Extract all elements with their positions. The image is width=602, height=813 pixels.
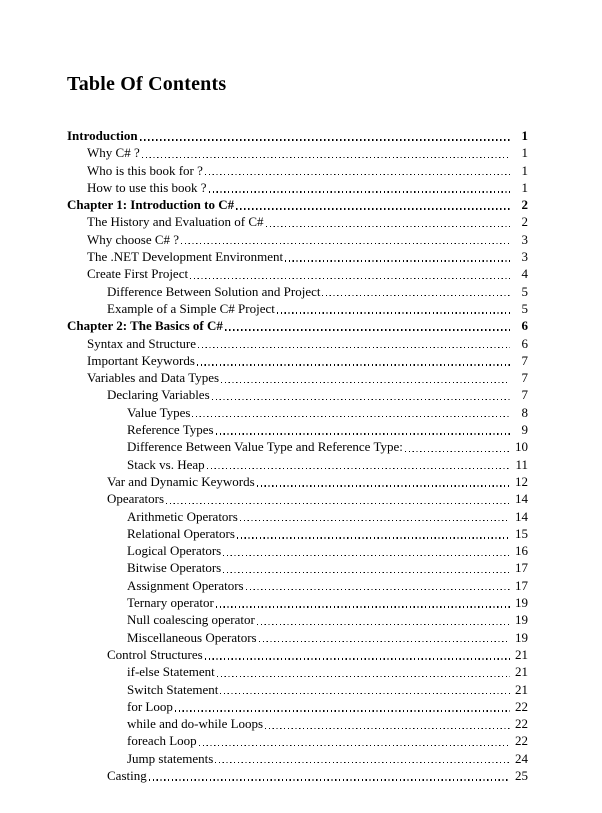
toc-entry-label: Declaring Variables	[107, 387, 210, 403]
toc-leader-dots	[142, 157, 510, 158]
toc-entry	[67, 127, 528, 144]
toc-entry-label: Relational Operators	[127, 525, 235, 541]
toc-entry	[67, 611, 528, 628]
toc-entry-label: Bitwise Operators	[127, 560, 222, 576]
toc-entry-page-number: 9	[521, 422, 528, 438]
toc-leader-dots	[140, 139, 510, 141]
toc-entry-page-number: 1	[521, 179, 528, 195]
toc-entry-label: Why choose C# ?	[87, 231, 180, 247]
toc-entry-page-number: 10	[515, 439, 528, 455]
toc-entry-page-number: 2	[521, 197, 528, 213]
toc-leader-dots	[212, 399, 510, 400]
toc-entry-label: Stack vs. Heap	[127, 456, 205, 472]
toc-entry	[67, 732, 528, 749]
toc-entry-label: Chapter 1: Introduction to C#	[67, 197, 235, 213]
toc-leader-dots	[220, 693, 510, 694]
toc-entry	[67, 144, 528, 161]
toc-entry-label: Opearators	[107, 491, 165, 507]
toc-entry	[67, 681, 528, 698]
toc-entry	[67, 179, 528, 196]
toc-entry-label: Logical Operators	[127, 543, 222, 559]
toc-leader-dots	[240, 520, 510, 521]
toc-entry-page-number: 14	[515, 508, 528, 524]
toc-entry-page-number: 21	[515, 681, 528, 697]
toc-leader-dots	[285, 260, 510, 261]
toc-entry	[67, 508, 528, 525]
toc-leader-dots	[166, 503, 510, 504]
toc-entry-page-number: 4	[521, 266, 528, 282]
toc-entry	[67, 404, 528, 421]
toc-entry-label: foreach Loop	[127, 733, 197, 749]
toc-entry-page-number: 11	[515, 456, 528, 472]
toc-leader-dots	[207, 468, 510, 469]
toc-leader-dots	[259, 641, 510, 642]
toc-leader-dots	[197, 364, 510, 365]
toc-leader-dots	[405, 451, 510, 452]
toc-leader-dots	[215, 762, 510, 763]
toc-entry-page-number: 7	[521, 370, 528, 386]
toc-entry-page-number: 25	[515, 767, 528, 783]
toc-entry-label: How to use this book ?	[87, 179, 207, 195]
toc-entry-label: for Loop	[127, 698, 173, 714]
toc-entry-label: Example of a Simple C# Project	[107, 300, 275, 316]
toc-entry-page-number: 3	[521, 231, 528, 247]
toc-entry	[67, 196, 528, 213]
toc-entry	[67, 386, 528, 403]
toc-entry	[67, 162, 528, 179]
toc-entry-label: Miscellaneous Operators	[127, 629, 257, 645]
toc-leader-dots	[322, 295, 510, 296]
toc-entry	[67, 421, 528, 438]
toc-entry	[67, 542, 528, 559]
toc-entry	[67, 265, 528, 282]
toc-entry-page-number: 7	[521, 352, 528, 368]
toc-entry-label: Variables and Data Types	[87, 370, 220, 386]
toc-entry	[67, 767, 528, 784]
toc-entry-label: while and do-while Loops	[127, 716, 264, 732]
toc-leader-dots	[216, 433, 510, 434]
toc-entry	[67, 213, 528, 230]
toc-entry-page-number: 19	[515, 612, 528, 628]
toc-entry	[67, 559, 528, 576]
toc-leader-dots	[192, 416, 510, 417]
toc-entry	[67, 629, 528, 646]
toc-entry-label: Jump statements	[127, 750, 214, 766]
toc-entry-page-number: 17	[515, 560, 528, 576]
toc-leader-dots	[198, 347, 510, 348]
toc-entry-page-number: 5	[521, 300, 528, 316]
toc-entry-label: Syntax and Structure	[87, 335, 197, 351]
toc-entry	[67, 490, 528, 507]
toc-leader-dots	[266, 226, 510, 227]
toc-entry	[67, 369, 528, 386]
toc-entry-page-number: 19	[515, 629, 528, 645]
toc-entry	[67, 438, 528, 455]
toc-leader-dots	[199, 745, 510, 746]
toc-entry	[67, 352, 528, 369]
toc-entry-page-number: 1	[521, 128, 528, 143]
toc-entry-page-number: 24	[515, 750, 528, 766]
toc-leader-dots	[205, 174, 510, 175]
toc-entry-page-number: 17	[515, 577, 528, 593]
toc-entry-page-number: 7	[521, 387, 528, 403]
toc-leader-dots	[190, 278, 510, 279]
toc-entry-page-number: 3	[521, 249, 528, 265]
toc-entry-label: The History and Evaluation of C#	[87, 214, 264, 230]
toc-entry-label: if-else Statement	[127, 664, 215, 680]
toc-entry-label: Create First Project	[87, 266, 189, 282]
toc-leader-dots	[181, 243, 510, 244]
toc-leader-dots	[149, 779, 510, 780]
toc-entry-page-number: 22	[515, 698, 528, 714]
toc-entry-page-number: 2	[521, 214, 528, 230]
toc-entry	[67, 698, 528, 715]
toc-leader-dots	[225, 329, 510, 331]
toc-entry	[67, 750, 528, 767]
toc-leader-dots	[257, 624, 510, 625]
toc-entry-page-number: 15	[515, 525, 528, 541]
toc-entry-label: Why C# ?	[87, 145, 140, 161]
toc-entry	[67, 594, 528, 611]
toc-entry	[67, 577, 528, 594]
toc-leader-dots	[175, 710, 510, 711]
toc-entry	[67, 283, 528, 300]
toc-entry-label: Chapter 2: The Basics of C#	[67, 318, 223, 334]
toc-entry	[67, 663, 528, 680]
toc-entry-label: Difference Between Value Type and Reference Type:	[127, 439, 403, 455]
toc-entry	[67, 317, 528, 334]
toc-entry	[67, 646, 528, 663]
toc-leader-dots	[237, 537, 510, 538]
toc-entry-label: Arithmetic Operators	[127, 508, 238, 524]
toc-leader-dots	[217, 676, 510, 677]
toc-entry	[67, 248, 528, 265]
toc-entry-label: Introduction	[67, 128, 138, 143]
toc-entry-page-number: 6	[521, 318, 528, 334]
toc-entry	[67, 525, 528, 542]
toc-entry-page-number: 8	[521, 404, 528, 420]
toc-leader-dots	[223, 572, 510, 573]
toc-entry-page-number: 19	[515, 595, 528, 611]
toc-entry-page-number: 21	[515, 646, 528, 662]
toc-leader-dots	[257, 485, 510, 486]
toc-entry-label: Assignment Operators	[127, 577, 244, 593]
toc-entry-page-number: 1	[521, 162, 528, 178]
page-title: Table Of Contents	[67, 73, 227, 95]
toc-leader-dots	[209, 191, 510, 192]
toc-entry	[67, 231, 528, 248]
toc-entry-page-number: 21	[515, 664, 528, 680]
toc-list	[67, 127, 528, 784]
toc-entry-label: Value Types	[127, 404, 191, 420]
toc-entry-label: Ternary operator	[127, 595, 214, 611]
toc-entry-page-number: 1	[521, 145, 528, 161]
toc-leader-dots	[236, 208, 510, 210]
toc-entry	[67, 715, 528, 732]
toc-entry	[67, 300, 528, 317]
toc-entry-page-number: 5	[521, 283, 528, 299]
toc-leader-dots	[216, 606, 510, 607]
toc-entry-label: Who is this book for ?	[87, 162, 203, 178]
toc-entry-label: Control Structures	[107, 646, 203, 662]
toc-leader-dots	[205, 658, 510, 659]
toc-entry-label: Difference Between Solution and Project	[107, 283, 321, 299]
toc-entry-label: Important Keywords	[87, 352, 195, 368]
toc-leader-dots	[265, 728, 510, 729]
toc-entry-page-number: 12	[515, 473, 528, 489]
toc-entry-label: Reference Types	[127, 422, 214, 438]
toc-entry-label: Switch Statement	[127, 681, 219, 697]
toc-entry	[67, 456, 528, 473]
toc-entry-page-number: 14	[515, 491, 528, 507]
toc-entry-label: Var and Dynamic Keywords	[107, 473, 255, 489]
toc-entry-label: Casting	[107, 767, 147, 783]
toc-entry-page-number: 6	[521, 335, 528, 351]
toc-entry-page-number: 16	[515, 543, 528, 559]
toc-entry-page-number: 22	[515, 716, 528, 732]
toc-leader-dots	[221, 382, 510, 383]
toc-entry-page-number: 22	[515, 733, 528, 749]
toc-leader-dots	[277, 312, 510, 313]
toc-entry	[67, 473, 528, 490]
toc-entry-label: The .NET Development Environment	[87, 249, 284, 265]
toc-entry-label: Null coalescing operator	[127, 612, 255, 628]
toc-leader-dots	[246, 589, 510, 590]
toc-entry	[67, 335, 528, 352]
toc-leader-dots	[223, 555, 510, 556]
